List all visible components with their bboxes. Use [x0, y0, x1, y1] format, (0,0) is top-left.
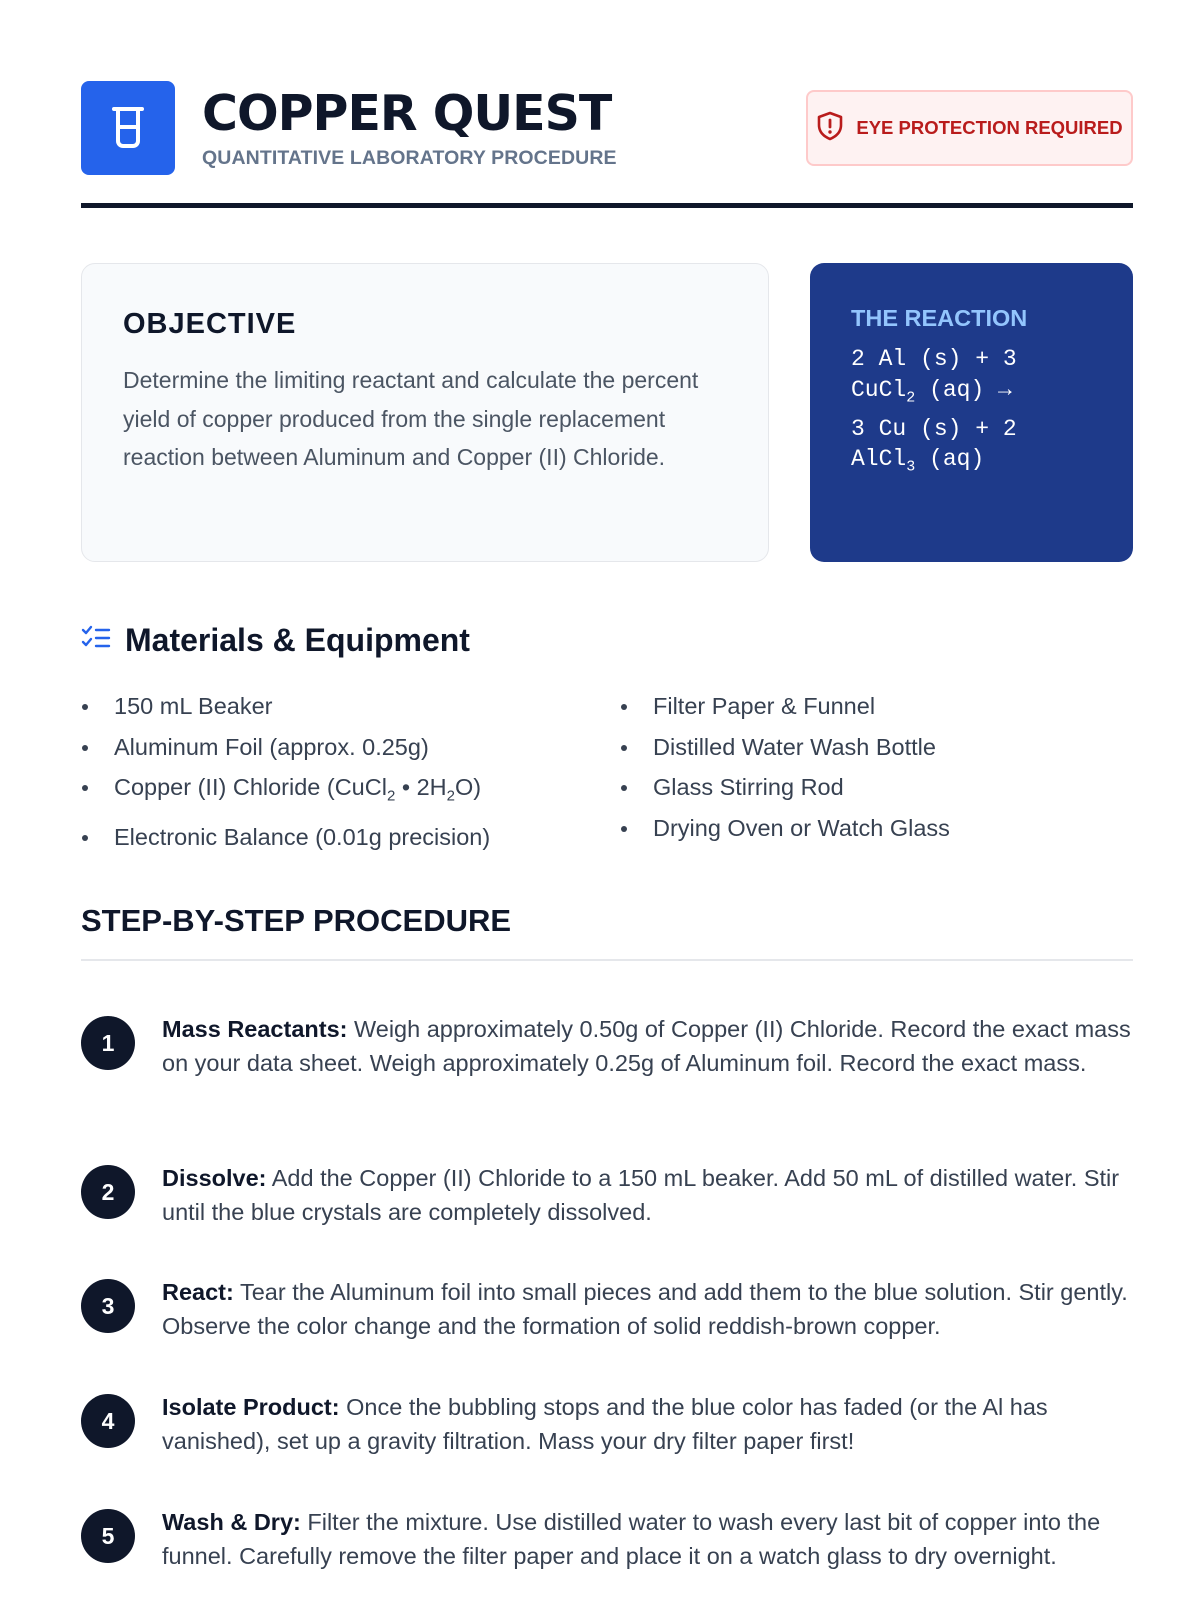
header-divider [81, 203, 1133, 208]
step-text: React: Tear the Aluminum foil into small pieces and add them to the blue solution. Stir gently. Observe the color change and the formation of solid reddish-brown copper. [162, 1279, 1128, 1339]
list-item: Electronic Balance (0.01g precision) [81, 817, 490, 858]
step-text: Wash & Dry: Filter the mixture. Use distilled water to wash every last bit of copper into the funnel. Carefully remove the filter paper and place it on a watch glass to dry overnight. [162, 1509, 1101, 1569]
step-number: 4 [81, 1394, 135, 1448]
equation-line: CuCl$_2$ (aq) → [851, 376, 1012, 407]
objective-card [81, 263, 769, 562]
step-number: 5 [81, 1509, 135, 1563]
header [81, 81, 1133, 175]
step-text: Dissolve: Add the Copper (II) Chloride to a 150 mL beaker. Add 50 mL of distilled water. Stir until the blue crystals are completely dissolved. [162, 1165, 1120, 1225]
shield-alert-icon [816, 111, 844, 146]
equation-line: AlCl$_3$ (aq) [851, 446, 985, 476]
list-item: Aluminum Foil (approx. 0.25g) [81, 727, 490, 768]
step-number: 2 [81, 1165, 135, 1219]
materials-heading [81, 618, 470, 662]
equation-line: 2 Al (s) + 3 [851, 346, 1017, 372]
page-title: COPPER QUEST [202, 85, 612, 142]
reaction-equation [851, 344, 1092, 483]
list-item: Filter Paper & Funnel [620, 686, 950, 727]
step-text: Isolate Product: Once the bubbling stops and the blue color has faded (or the Al has vanished), set up a gravity filtration. Mass your dry filter paper first! [162, 1394, 1048, 1454]
list-item: Distilled Water Wash Bottle [620, 727, 950, 768]
safety-badge [806, 90, 1133, 166]
checklist-icon [81, 624, 111, 657]
step-number: 1 [81, 1016, 135, 1070]
step-number: 3 [81, 1279, 135, 1333]
reaction-card [810, 263, 1133, 562]
page-subtitle: QUANTITATIVE LABORATORY PROCEDURE [202, 147, 617, 169]
list-item: Glass Stirring Rod [620, 767, 950, 808]
equation-line: 3 Cu (s) + 2 [851, 415, 1017, 442]
beaker-icon [81, 81, 175, 175]
reaction-heading: THE REACTION [851, 305, 1028, 331]
procedure-heading: STEP-BY-STEP PROCEDURE [81, 903, 512, 938]
materials-list-left [81, 686, 490, 858]
list-item: Drying Oven or Watch Glass [620, 808, 950, 849]
step-text: Mass Reactants: Weigh approximately 0.50g of Copper (II) Chloride. Record the exact mass on your data sheet. Weigh approximately 0.25g of Aluminum foil. Record the exact mass. [162, 1016, 1131, 1076]
materials-list-right [620, 686, 950, 848]
objective-text: Determine the limiting reactant and calculate the percent yield of copper produced from the single replacement reaction between Aluminum and Copper (II) Chloride. [123, 367, 699, 470]
procedure-divider [81, 959, 1133, 961]
safety-badge-label: EYE PROTECTION REQUIRED [856, 117, 1123, 138]
objective-heading: OBJECTIVE [123, 308, 297, 340]
list-item: 150 mL Beaker [81, 686, 490, 727]
list-item: Copper (II) Chloride (CuCl$_2$ • $2H_2O$) [81, 767, 490, 817]
materials-heading-label: Materials & Equipment [125, 621, 470, 658]
